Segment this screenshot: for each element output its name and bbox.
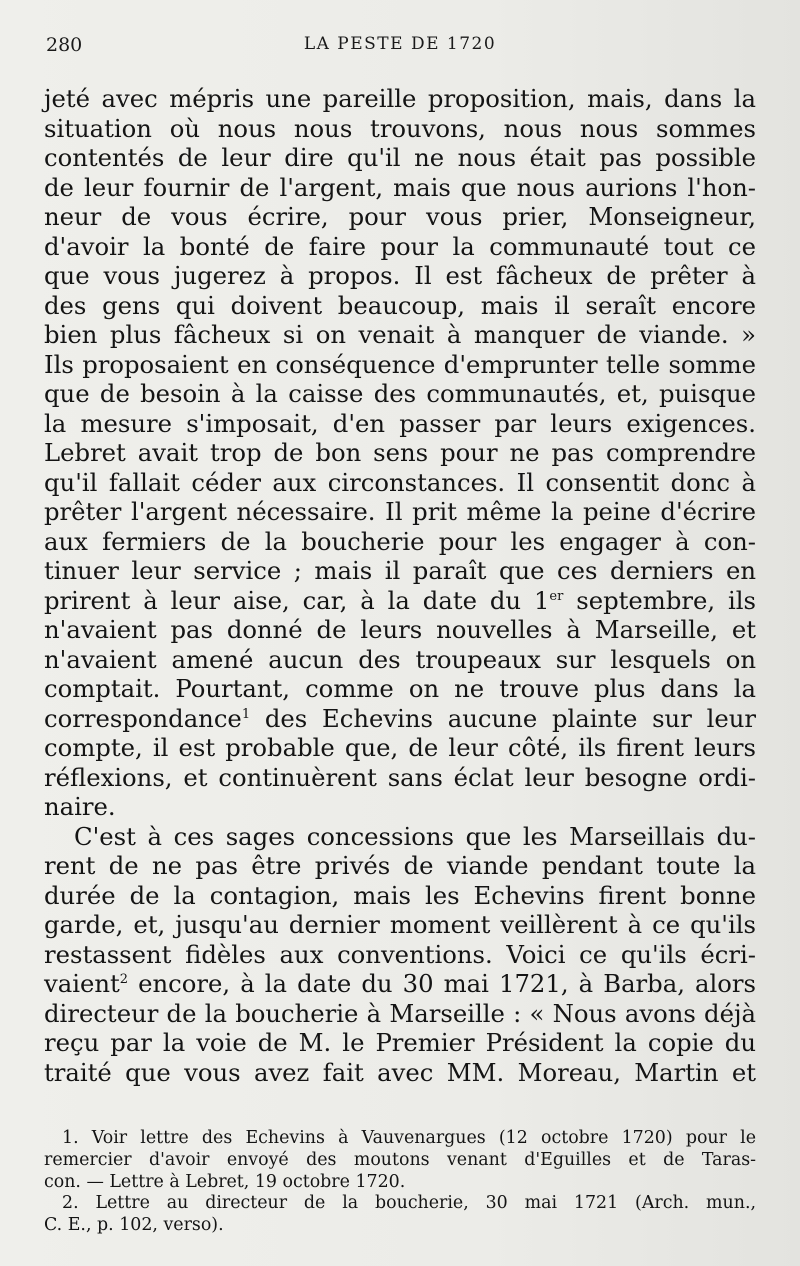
text-line: restassent fidèles aux conventions. Voici ce qu'ils écri- — [44, 939, 756, 969]
footnotes — [44, 1128, 756, 1237]
text-line: prêter l'argent nécessaire. Il prit même la peine d'écrire — [44, 497, 756, 526]
footnote-reference: 2 — [119, 972, 129, 987]
page-header — [44, 34, 756, 64]
text-line: réflexions, et continuèrent sans éclat leur besogne ordi- — [44, 762, 756, 792]
text-line — [44, 586, 756, 616]
text-line: durée de la contagion, mais les Echevins firent bonne — [44, 880, 756, 910]
text-line: contentés de leur dire qu'il ne nous était pas possible — [44, 143, 756, 172]
footnote-line: 1. Voir lettre des Echevins à Vauvenargues (12 octobre 1720) pour le — [62, 1128, 756, 1148]
text-line: traité que vous avez fait avec MM. Moreau, Martin et — [44, 1057, 756, 1087]
text-line: qu'il fallait céder aux circonstances. Il consentit donc à — [44, 467, 756, 497]
footnote-line: con. — Lettre à Lebret, 19 octobre 1720. — [44, 1171, 406, 1192]
text-line: aux fermiers de la boucherie pour les engager à con- — [44, 526, 756, 556]
text-line: C'est à ces sages concessions que les Marseillais du- — [74, 821, 756, 851]
text-line: neur de vous écrire, pour vous prier, Monseigneur, — [44, 202, 756, 231]
text-fragment: prirent à leur aise, car, à la date du 1 — [44, 585, 550, 615]
footnote-line: remercier d'avoir envoyé des moutons venant d'Eguilles et de Taras- — [44, 1149, 756, 1170]
text-line: bien plus fâcheux si on venait à manquer de viande. » — [44, 320, 756, 349]
text-line: garde, et, jusqu'au dernier moment veillèrent à ce qu'ils — [44, 910, 756, 939]
text-fragment: correspondance — [44, 703, 242, 733]
text-fragment: encore, à la date du 30 mai 1721, à Barba, alors — [128, 969, 756, 998]
text-line: jeté avec mépris une pareille proposition, mais, dans la — [44, 84, 756, 113]
text-line: rent de ne pas être privés de viande pendant toute la — [44, 851, 756, 880]
text-line: la mesure s'imposait, d'en passer par leurs exigences. — [44, 408, 756, 438]
footnote-line: C. E., p. 102, verso). — [44, 1215, 224, 1236]
text-line: reçu par la voie de M. le Premier Président la copie du — [44, 1028, 756, 1057]
text-line: des gens qui doivent beaucoup, mais il seraît encore — [44, 290, 756, 320]
text-line: n'avaient amené aucun des troupeaux sur lesquels on — [44, 644, 756, 674]
text-line: naire. — [44, 792, 116, 821]
text-fragment: des Echevins aucune plainte sur leur — [250, 703, 756, 733]
superscript: er — [549, 588, 564, 604]
text-line — [44, 969, 756, 999]
text-line: compte, il est probable que, de leur côté, ils firent leurs — [44, 733, 756, 762]
footnote-reference: 1 — [241, 706, 251, 722]
text-line: que de besoin à la caisse des communautés, et, puisque — [44, 379, 756, 408]
text-line: tinuer leur service ; mais il paraît que ces derniers en — [44, 556, 756, 585]
text-line: d'avoir la bonté de faire pour la communauté tout ce — [44, 231, 756, 261]
text-line: que vous jugerez à propos. Il est fâcheux de prêter à — [44, 261, 756, 290]
running-title: LA PESTE DE 1720 — [303, 34, 497, 54]
body-text — [44, 84, 756, 1087]
page-number: 280 — [46, 34, 83, 56]
text-fragment: septembre, ils — [563, 585, 756, 615]
text-line: Lebret avait trop de bon sens pour ne pas comprendre — [44, 438, 756, 467]
text-line: Ils proposaient en conséquence d'emprunter telle somme — [44, 349, 756, 379]
text-line — [44, 704, 756, 734]
text-line: comptait. Pourtant, comme on ne trouve plus dans la — [44, 674, 756, 703]
text-line: directeur de la boucherie à Marseille : « Nous avons déjà — [44, 998, 756, 1028]
text-line: n'avaient pas donné de leurs nouvelles à Marseille, et — [44, 615, 756, 644]
text-fragment: vaient — [44, 969, 120, 998]
text-line: de leur fournir de l'argent, mais que nous aurions l'hon- — [44, 172, 756, 202]
footnote-line: 2. Lettre au directeur de la boucherie, 30 mai 1721 (Arch. mun., — [62, 1193, 756, 1214]
text-line: situation où nous nous trouvons, nous nous sommes — [44, 113, 756, 143]
